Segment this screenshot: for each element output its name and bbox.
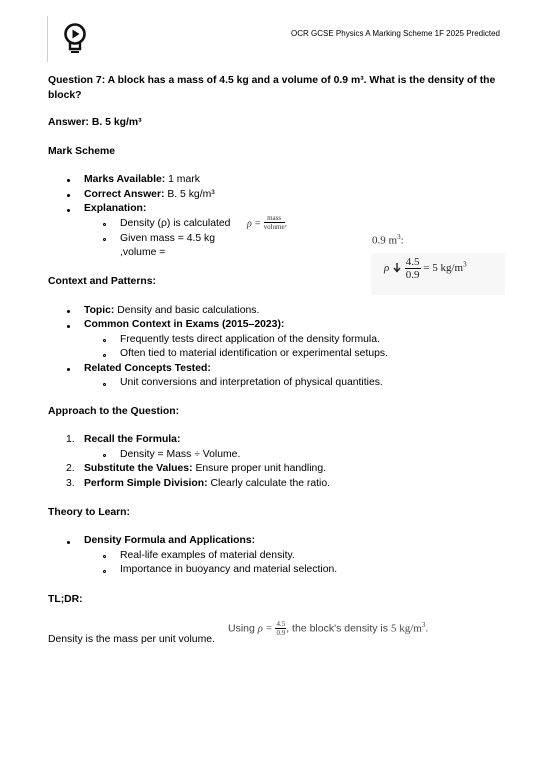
bullet: [67, 541, 70, 544]
density-formula: ρ = $\frac{\text{mass}}{\text{volume}}$ .: [247, 214, 288, 231]
theory-line-1: Real-life examples of material density.: [120, 550, 295, 561]
tldr-heading: TL;DR:: [48, 594, 83, 605]
step-3: Perform Simple Division: Clearly calculate the ratio.: [84, 478, 331, 489]
common-context-line-1: Frequently tests direct application of the density formula.: [120, 334, 380, 345]
bullet: [67, 194, 70, 197]
tldr-text: Density is the mass per unit volume.: [48, 634, 215, 645]
theory-item: Density Formula and Applications:: [84, 535, 256, 546]
related-concepts-item: Related Concepts Tested:: [84, 363, 211, 374]
step-2-number: 2.: [66, 463, 75, 474]
header-title: OCR GCSE Physics A Marking Scheme 1F 2025 Predicted: [291, 29, 500, 38]
question-text: Question 7: A block has a mass of 4.5 kg and a volume of 0.9 m³. What is the density of the block?: [48, 75, 496, 101]
topic-item: Topic: Density and basic calculations.: [84, 305, 260, 316]
sub-bullet: [103, 570, 106, 573]
related-concepts-line-1: Unit conversions and interpretation of physical quantities.: [120, 377, 383, 388]
sub-bullet: [103, 454, 106, 457]
step-2: Substitute the Values: Ensure proper unit handling.: [84, 463, 326, 474]
context-heading: Context and Patterns:: [48, 276, 156, 287]
approach-heading: Approach to the Question:: [48, 406, 180, 417]
sub-bullet: [103, 223, 106, 226]
common-context-line-2: Often tied to material identification or experimental setups.: [120, 348, 388, 359]
mark-scheme-heading: Mark Scheme: [48, 146, 115, 157]
bullet: [67, 325, 70, 328]
sub-bullet: [103, 339, 106, 342]
marks-available: Marks Available: 1 mark: [84, 174, 200, 185]
step-1-label: Recall the Formula:: [84, 434, 181, 445]
sub-bullet: [103, 555, 106, 558]
explanation-line-1: Density (ρ) is calculated: [120, 218, 231, 229]
correct-answer: Correct Answer: B. 5 kg/m³: [84, 189, 215, 200]
bullet: [67, 179, 70, 182]
sub-bullet: [103, 238, 106, 241]
sub-bullet: [103, 354, 106, 357]
step-1-detail: Density = Mass ÷ Volume.: [120, 449, 241, 460]
common-context-item: Common Context in Exams (2015–2023):: [84, 319, 285, 330]
answer-text: Answer: B. 5 kg/m³: [48, 117, 142, 128]
header-rule: [47, 16, 48, 62]
logo: [63, 22, 89, 54]
theory-line-2: Importance in buoyancy and material selection.: [120, 564, 338, 575]
bullet: [67, 368, 70, 371]
explanation-label: Explanation:: [84, 203, 147, 214]
step-1-number: 1.: [66, 434, 75, 445]
sub-bullet: [103, 383, 106, 386]
bullet: [67, 209, 70, 212]
cursor-arrow-icon: [392, 262, 402, 276]
volume-value: 0.9 $m^3$:: [372, 233, 404, 247]
theory-heading: Theory to Learn:: [48, 507, 130, 518]
calculation: ρ $\frac{4.5}{0.9}$ = 5 $kg/m^3$: [384, 256, 467, 281]
tldr-formula: Using ρ = $\frac{4.5}{0.9}$ , the block's density is 5 $kg/m^3$.: [228, 620, 429, 637]
explanation-line-3: ,volume =: [120, 247, 166, 258]
logo-icon: [63, 22, 89, 54]
step-3-number: 3.: [66, 478, 75, 489]
explanation-line-2: Given mass = 4.5 kg: [120, 233, 216, 244]
bullet: [67, 310, 70, 313]
